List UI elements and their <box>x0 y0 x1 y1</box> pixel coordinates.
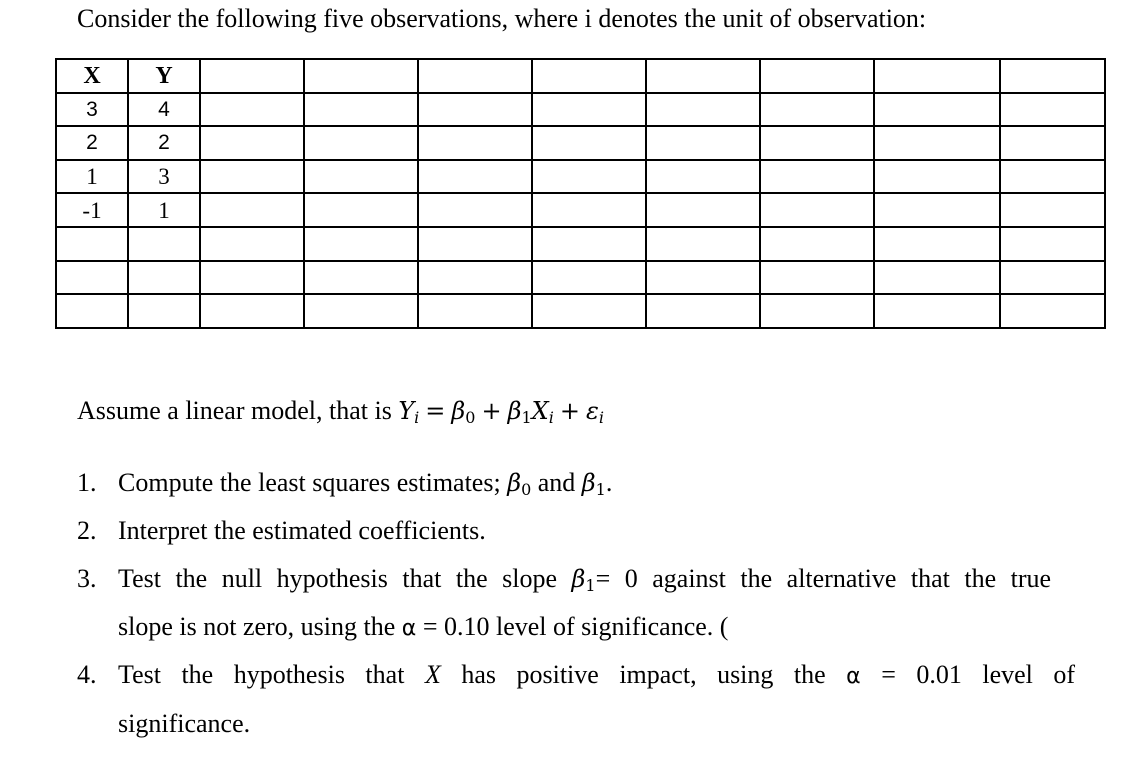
table-cell <box>418 227 532 261</box>
table-cell <box>200 59 304 93</box>
column-header-x: X <box>56 59 128 93</box>
table-row <box>56 261 1105 295</box>
model-lead-text: Assume a linear model, that is <box>77 396 392 425</box>
question-number: 3. <box>77 564 97 593</box>
cell-y: 1 <box>128 193 200 227</box>
table-row <box>56 294 1105 328</box>
table-cell <box>532 93 646 127</box>
table-cell <box>646 126 760 160</box>
question-text: Interpret the estimated coefficients. <box>118 516 486 545</box>
table-cell <box>418 93 532 127</box>
table-cell <box>200 93 304 127</box>
plus-sign: + <box>481 397 502 425</box>
question-number: 2. <box>77 516 97 545</box>
question-2 <box>77 514 486 548</box>
table-cell <box>304 227 418 261</box>
cell-y <box>128 294 200 328</box>
table-header-row <box>56 59 1105 93</box>
question-text: = 0 against the alternative that the true <box>595 564 1052 593</box>
model-equation <box>398 397 604 425</box>
table-cell <box>1000 261 1105 295</box>
question-text: Compute the least squares estimates; <box>118 468 501 497</box>
table-cell <box>646 294 760 328</box>
table-cell <box>532 193 646 227</box>
cell-y <box>128 261 200 295</box>
table-row <box>56 193 1105 227</box>
equals-sign: = <box>425 397 446 425</box>
table-cell <box>874 294 1000 328</box>
table-cell <box>874 93 1000 127</box>
table-cell <box>200 261 304 295</box>
cell-x <box>56 261 128 295</box>
question-text: Test the hypothesis that <box>118 660 405 689</box>
cell-x: 1 <box>56 160 128 194</box>
table-cell <box>200 193 304 227</box>
table-cell <box>1000 193 1105 227</box>
subscript-i: i <box>598 408 604 427</box>
table-cell <box>532 294 646 328</box>
table-cell <box>200 126 304 160</box>
table-cell <box>874 227 1000 261</box>
cell-x <box>56 294 128 328</box>
cell-y: 2 <box>128 126 200 160</box>
question-text: Test the null hypothesis that the slope <box>118 564 558 593</box>
table-cell <box>874 261 1000 295</box>
and-text: and <box>537 468 576 497</box>
table-cell <box>532 126 646 160</box>
question-4 <box>77 658 1075 694</box>
question-number: 4. <box>77 660 97 689</box>
table-row <box>56 93 1105 127</box>
table-cell <box>304 126 418 160</box>
question-1 <box>77 466 612 507</box>
table-cell <box>760 93 874 127</box>
beta-symbol: β <box>507 397 522 425</box>
table-cell <box>760 227 874 261</box>
table-row <box>56 227 1105 261</box>
beta-1: $\beta_1$ <box>571 565 596 595</box>
question-number: 1. <box>77 468 97 497</box>
alpha-symbol: α <box>401 616 417 641</box>
intro-text: Consider the following five observations, where i denotes the unit of observation: <box>77 4 927 33</box>
alpha-symbol: α <box>846 664 861 689</box>
table-cell <box>646 227 760 261</box>
table-cell <box>1000 294 1105 328</box>
table-cell <box>1000 59 1105 93</box>
table-cell <box>760 160 874 194</box>
cell-x: -1 <box>56 193 128 227</box>
plus-sign: + <box>559 397 580 425</box>
cell-y: 4 <box>128 93 200 127</box>
var-y: Y <box>398 397 415 425</box>
question-text: = 0.01 level of <box>881 660 1076 689</box>
table-cell <box>760 126 874 160</box>
cell-y: 3 <box>128 160 200 194</box>
beta-1: $\beta_1$ <box>581 469 606 499</box>
table-cell <box>760 261 874 295</box>
beta-symbol: β <box>451 397 466 425</box>
beta-0: $\beta_0$ <box>507 469 532 499</box>
question-text: has positive impact, using the <box>461 660 826 689</box>
table-cell <box>1000 160 1105 194</box>
table-cell <box>418 193 532 227</box>
table-cell <box>874 160 1000 194</box>
epsilon-symbol: ε <box>585 397 599 425</box>
table-cell <box>646 160 760 194</box>
table-cell <box>304 59 418 93</box>
table-cell <box>760 193 874 227</box>
table-cell <box>760 294 874 328</box>
var-x: X <box>531 397 549 425</box>
table-cell <box>874 59 1000 93</box>
table-cell <box>1000 93 1105 127</box>
question-continuation: significance. <box>118 709 251 738</box>
table-cell <box>418 160 532 194</box>
question-continuation: slope is not zero, using the α = 0.10 level of significance. ( <box>118 612 729 641</box>
subscript-1: 1 <box>521 408 532 427</box>
table-cell <box>532 261 646 295</box>
table-cell <box>304 93 418 127</box>
table-cell <box>418 126 532 160</box>
table-cell <box>646 261 760 295</box>
cell-x: 2 <box>56 126 128 160</box>
table-cell <box>418 59 532 93</box>
table-cell <box>304 261 418 295</box>
table-row <box>56 126 1105 160</box>
table-cell <box>646 93 760 127</box>
var-x: X <box>424 660 441 689</box>
model-statement <box>77 394 604 435</box>
cell-x: 3 <box>56 93 128 127</box>
table-cell <box>200 160 304 194</box>
table-cell <box>760 59 874 93</box>
table-cell <box>1000 227 1105 261</box>
table-cell <box>532 160 646 194</box>
subscript-i: i <box>414 408 420 427</box>
table-cell <box>1000 126 1105 160</box>
table-cell <box>304 160 418 194</box>
cell-y <box>128 227 200 261</box>
table-cell <box>646 59 760 93</box>
subscript-0: 0 <box>465 408 476 427</box>
table-cell <box>200 227 304 261</box>
subscript-i: i <box>548 408 554 427</box>
table-cell <box>418 261 532 295</box>
table-cell <box>532 59 646 93</box>
question-3 <box>77 562 1051 603</box>
table-cell <box>304 294 418 328</box>
table-row <box>56 160 1105 194</box>
observations-table <box>55 58 1106 329</box>
table-cell <box>200 294 304 328</box>
table-cell <box>646 193 760 227</box>
table-cell <box>418 294 532 328</box>
table-cell <box>874 193 1000 227</box>
table-cell <box>874 126 1000 160</box>
cell-x <box>56 227 128 261</box>
table-cell <box>304 193 418 227</box>
period: . <box>605 468 613 497</box>
table-cell <box>532 227 646 261</box>
column-header-y: Y <box>128 59 200 93</box>
